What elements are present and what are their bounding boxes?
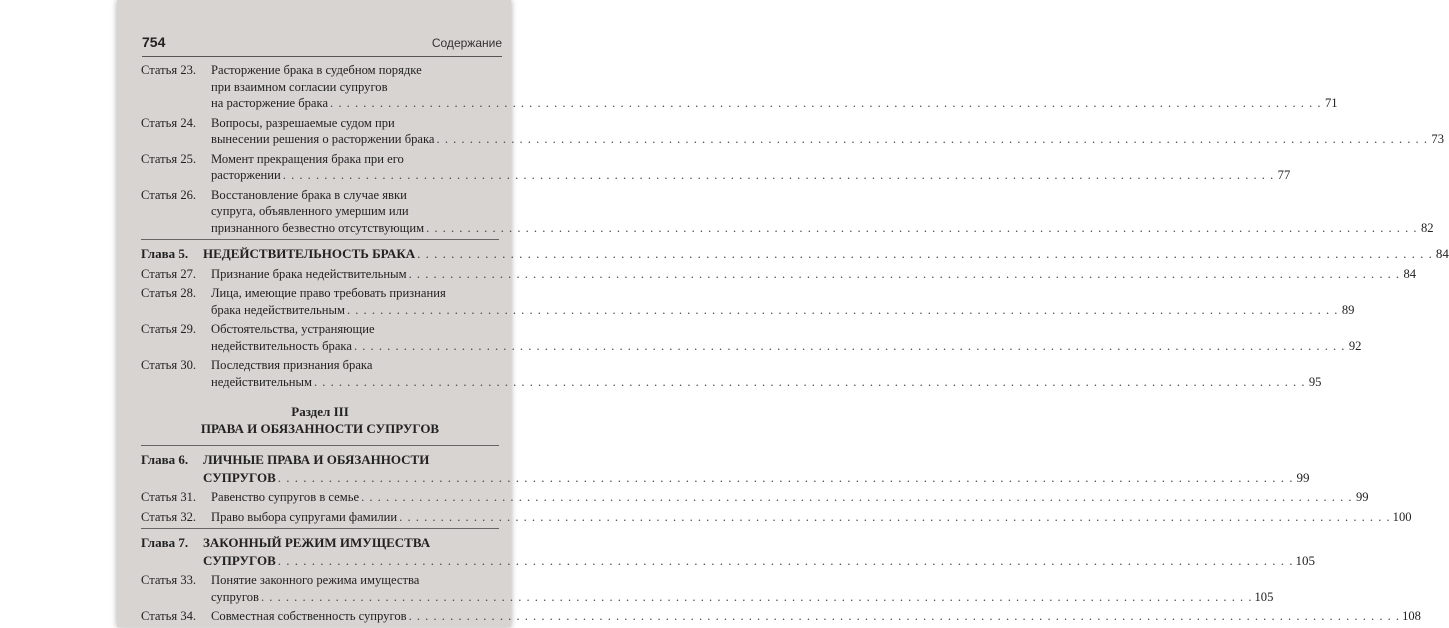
page-ref: 84: [1435, 246, 1449, 261]
entry-title-line: [211, 203, 499, 220]
entry-title-line: [203, 534, 499, 552]
article-label: Статья 29.: [141, 322, 197, 336]
section-heading: [141, 403, 499, 437]
toc-article[interactable]: [141, 187, 1434, 237]
entry-title-line: [211, 115, 499, 132]
entry-title-line: [211, 608, 1421, 625]
toc-article[interactable]: [141, 62, 1338, 112]
entry-title-text: брака недействительным: [211, 302, 345, 317]
page-ref: 84: [1403, 266, 1417, 281]
entry-title-line: [203, 451, 499, 469]
article-label: Статья 26.: [141, 187, 197, 202]
dot-leader: . . . . . . . . . . . . . . . . . . . . . . . . . . . . . . . . . . . . . . . . . . . . . . . . . . . . . . . . . . . . . . . . . . . . . . . . . . . . . . . . . . . . . . . . . . . . . . . . . . . . . . . . . . . . . . . . . . . . . . . .: [361, 490, 1353, 504]
entry-title-line: [211, 167, 1291, 184]
entry-title-text: Восстановление брака в случае явки: [211, 187, 407, 202]
article-label: Статья 25.: [141, 151, 197, 166]
dot-leader: . . . . . . . . . . . . . . . . . . . . . . . . . . . . . . . . . . . . . . . . . . . . . . . . . . . . . . . . . . . . . . . . . . . . . . . . . . . . . . . . . . . . . . . . . . . . . . . . . . . . . . . . . . . . . . . . . . . . . . . .: [426, 220, 1418, 235]
entry-title-line: [211, 374, 1322, 391]
entry-title-text: на расторжение брака: [211, 96, 329, 110]
section-heading-line: ПРАВА И ОБЯЗАННОСТИ СУПРУГОВ: [200, 421, 440, 436]
entry-title: [211, 321, 1362, 354]
page-ref: 92: [1348, 338, 1362, 353]
entry-title-line: [203, 245, 1449, 263]
entry-title-text: Вопросы, разрешаемые судом при: [211, 115, 395, 130]
dot-leader: . . . . . . . . . . . . . . . . . . . . . . . . . . . . . . . . . . . . . . . . . . . . . . . . . . . . . . . . . . . . . . . . . . . . . . . . . . . . . . . . . . . . . . . . . . . . . . . . . . . . . . . . . . . . . . . . . . . . . . . .: [277, 469, 1294, 485]
page-ref: 73: [1431, 132, 1444, 146]
entry-title-text: вынесении решения о расторжении брака: [211, 132, 435, 146]
entry-title: [211, 608, 1421, 625]
dot-leader: . . . . . . . . . . . . . . . . . . . . . . . . . . . . . . . . . . . . . . . . . . . . . . . . . . . . . . . . . . . . . . . . . . . . . . . . . . . . . . . . . . . . . . . . . . . . . . . . . . . . . . . . . . . . . . . . . . . . . . . .: [313, 374, 1306, 389]
entry-title-line: [211, 321, 499, 338]
page-ref: 105: [1295, 552, 1316, 568]
entry-title: [211, 115, 1444, 148]
toc-chapter[interactable]: [141, 534, 1316, 569]
page-ref: 89: [1341, 302, 1355, 317]
dot-leader: . . . . . . . . . . . . . . . . . . . . . . . . . . . . . . . . . . . . . . . . . . . . . . . . . . . . . . . . . . . . . . . . . . . . . . . . . . . . . . . . . . . . . . . . . . . . . . . . . . . . . . . . . . . . . . . . . . . . . . . .: [408, 609, 1401, 623]
entry-title-line: [203, 552, 1316, 570]
entry-title: [203, 245, 1449, 263]
article-label: Статья 24.: [141, 115, 197, 130]
toc-chapter[interactable]: [141, 451, 1310, 486]
entry-title-text: СУПРУГОВ: [203, 469, 276, 485]
running-title: Содержание: [431, 36, 502, 50]
page-ref: 100: [1392, 509, 1412, 524]
page-ref: 99: [1296, 469, 1310, 485]
entry-title-line: [211, 589, 1274, 606]
entry-title-text: Право выбора супругами фамилии: [211, 509, 398, 524]
entry-title-text: ЛИЧНЫЕ ПРАВА И ОБЯЗАННОСТИ: [203, 452, 430, 467]
entry-title: [211, 62, 1338, 112]
toc-article[interactable]: [141, 151, 1291, 184]
article-label: Статья 30.: [141, 358, 197, 372]
entry-title-text: признанного безвестно отсутствующим: [211, 220, 425, 235]
toc-article[interactable]: [141, 266, 1417, 283]
entry-title-line: [211, 357, 499, 374]
entry-title-line: [211, 285, 499, 302]
article-label: Статья 23.: [141, 63, 197, 77]
table-of-contents: [141, 62, 1449, 628]
entry-title-line: [211, 489, 1369, 506]
entry-title: [211, 285, 1355, 318]
divider: [141, 239, 499, 240]
dot-leader: . . . . . . . . . . . . . . . . . . . . . . . . . . . . . . . . . . . . . . . . . . . . . . . . . . . . . . . . . . . . . . . . . . . . . . . . . . . . . . . . . . . . . . . . . . . . . . . . . . . . . . . . . . . . . . . . . . . . . . . .: [353, 338, 1346, 353]
entry-title-text: Равенство супругов в семье: [211, 490, 360, 504]
entry-title-text: Совместная собственность супругов: [211, 609, 407, 623]
entry-title-text: Понятие законного режима имущества: [211, 573, 420, 587]
entry-title-text: супругов: [211, 589, 259, 604]
chapter-label: Глава 5.: [141, 246, 189, 261]
entry-title-line: [211, 131, 1444, 148]
dot-leader: . . . . . . . . . . . . . . . . . . . . . . . . . . . . . . . . . . . . . . . . . . . . . . . . . . . . . . . . . . . . . . . . . . . . . . . . . . . . . . . . . . . . . . . . . . . . . . . . . . . . . . . . . . . . . . . . . . . . . . . .: [436, 132, 1428, 146]
article-label: Статья 33.: [141, 573, 197, 587]
entry-title-line: [211, 338, 1362, 355]
dot-leader: . . . . . . . . . . . . . . . . . . . . . . . . . . . . . . . . . . . . . . . . . . . . . . . . . . . . . . . . . . . . . . . . . . . . . . . . . . . . . . . . . . . . . . . . . . . . . . . . . . . . . . . . . . . . . . . . . . . . . . . .: [399, 509, 1391, 524]
toc-chapter[interactable]: [141, 245, 1449, 263]
entry-title-text: СУПРУГОВ: [203, 552, 276, 568]
article-label: Статья 28.: [141, 286, 197, 300]
entry-title-text: Последствия признания брака: [211, 358, 373, 372]
toc-article[interactable]: [141, 608, 1421, 625]
page-ref: 82: [1420, 220, 1434, 235]
entry-title-line: [211, 220, 1434, 237]
entry-title-line: [211, 266, 1417, 283]
page-ref: 108: [1402, 609, 1421, 623]
entry-title: [211, 151, 1291, 184]
chapter-label: Глава 7.: [141, 535, 189, 550]
entry-title-text: недействительным: [211, 374, 312, 389]
entry-title-text: недействительность брака: [211, 338, 352, 353]
entry-title: [203, 451, 1310, 486]
dot-leader: . . . . . . . . . . . . . . . . . . . . . . . . . . . . . . . . . . . . . . . . . . . . . . . . . . . . . . . . . . . . . . . . . . . . . . . . . . . . . . . . . . . . . . . . . . . . . . . . . . . . . . . . . . . . . . . . . . . . . . . .: [417, 246, 1433, 261]
entry-title-text: ЗАКОННЫЙ РЕЖИМ ИМУЩЕСТВА: [203, 535, 431, 550]
article-label: Статья 27.: [141, 266, 197, 281]
entry-title-text: супруга, объявленного умершим или: [211, 204, 409, 218]
entry-title-text: расторжении: [211, 168, 281, 182]
chapter-label: Глава 6.: [141, 452, 189, 467]
dot-leader: . . . . . . . . . . . . . . . . . . . . . . . . . . . . . . . . . . . . . . . . . . . . . . . . . . . . . . . . . . . . . . . . . . . . . . . . . . . . . . . . . . . . . . . . . . . . . . . . . . . . . . . . . . . . . . . . . . . . . . . .: [408, 266, 1401, 281]
entry-title: [211, 509, 1412, 526]
entry-title-text: Лица, имеющие право требовать признания: [211, 286, 446, 300]
entry-title-line: [203, 469, 1310, 487]
entry-title: [203, 534, 1316, 569]
article-label: Статья 34.: [141, 609, 197, 623]
toc-article[interactable]: [141, 509, 1412, 526]
toc-article[interactable]: [141, 489, 1369, 506]
toc-article[interactable]: [141, 357, 1322, 390]
dot-leader: . . . . . . . . . . . . . . . . . . . . . . . . . . . . . . . . . . . . . . . . . . . . . . . . . . . . . . . . . . . . . . . . . . . . . . . . . . . . . . . . . . . . . . . . . . . . . . . . . . . . . . . . . . . . . . . . . . . . . . . .: [260, 589, 1253, 604]
entry-title-line: [211, 151, 499, 168]
dot-leader: . . . . . . . . . . . . . . . . . . . . . . . . . . . . . . . . . . . . . . . . . . . . . . . . . . . . . . . . . . . . . . . . . . . . . . . . . . . . . . . . . . . . . . . . . . . . . . . . . . . . . . . . . . . . . . . . . . . . . . . .: [282, 168, 1275, 182]
entry-title: [211, 266, 1417, 283]
entry-title-line: [211, 95, 1338, 112]
entry-title-line: [211, 187, 499, 204]
divider: [141, 528, 499, 529]
entry-title-line: [211, 509, 1412, 526]
entry-title-text: Расторжение брака в судебном порядке: [211, 63, 422, 77]
toc-article[interactable]: [141, 572, 1274, 605]
entry-title: [211, 572, 1274, 605]
entry-title-text: Обстоятельства, устраняющие: [211, 322, 375, 336]
toc-article[interactable]: [141, 285, 1355, 318]
toc-article[interactable]: [141, 115, 1444, 148]
entry-title-text: Момент прекращения брака при его: [211, 151, 404, 166]
entry-title: [211, 357, 1322, 390]
entry-title-text: Признание брака недействительным: [211, 266, 407, 281]
entry-title-text: НЕДЕЙСТВИТЕЛЬНОСТЬ БРАКА: [203, 246, 416, 261]
entry-title-line: [211, 572, 499, 589]
dot-leader: . . . . . . . . . . . . . . . . . . . . . . . . . . . . . . . . . . . . . . . . . . . . . . . . . . . . . . . . . . . . . . . . . . . . . . . . . . . . . . . . . . . . . . . . . . . . . . . . . . . . . . . . . . . . . . . . . . . . . . . .: [330, 96, 1322, 110]
entry-title-line: [211, 79, 499, 96]
toc-article[interactable]: [141, 321, 1362, 354]
page-header: [142, 34, 502, 57]
dot-leader: . . . . . . . . . . . . . . . . . . . . . . . . . . . . . . . . . . . . . . . . . . . . . . . . . . . . . . . . . . . . . . . . . . . . . . . . . . . . . . . . . . . . . . . . . . . . . . . . . . . . . . . . . . . . . . . . . . . . . . . .: [346, 302, 1339, 317]
page-ref: 99: [1355, 490, 1369, 504]
divider: [141, 445, 499, 446]
entry-title-text: при взаимном согласии супругов: [211, 79, 388, 94]
entry-title: [211, 187, 1434, 237]
page-ref: 95: [1308, 374, 1322, 389]
entry-title: [211, 489, 1369, 506]
entry-title-line: [211, 62, 499, 79]
book-page: [117, 0, 1449, 627]
dot-leader: . . . . . . . . . . . . . . . . . . . . . . . . . . . . . . . . . . . . . . . . . . . . . . . . . . . . . . . . . . . . . . . . . . . . . . . . . . . . . . . . . . . . . . . . . . . . . . . . . . . . . . . . . . . . . . . . . . . . . . . .: [277, 552, 1294, 568]
page-number: 754: [142, 34, 166, 50]
page-ref: 77: [1277, 168, 1291, 182]
page-ref: 71: [1324, 96, 1338, 110]
section-heading-line: Раздел III: [291, 404, 349, 419]
entry-title-line: [211, 302, 1355, 319]
page-ref: 105: [1254, 589, 1274, 604]
article-label: Статья 32.: [141, 509, 197, 524]
article-label: Статья 31.: [141, 490, 197, 504]
